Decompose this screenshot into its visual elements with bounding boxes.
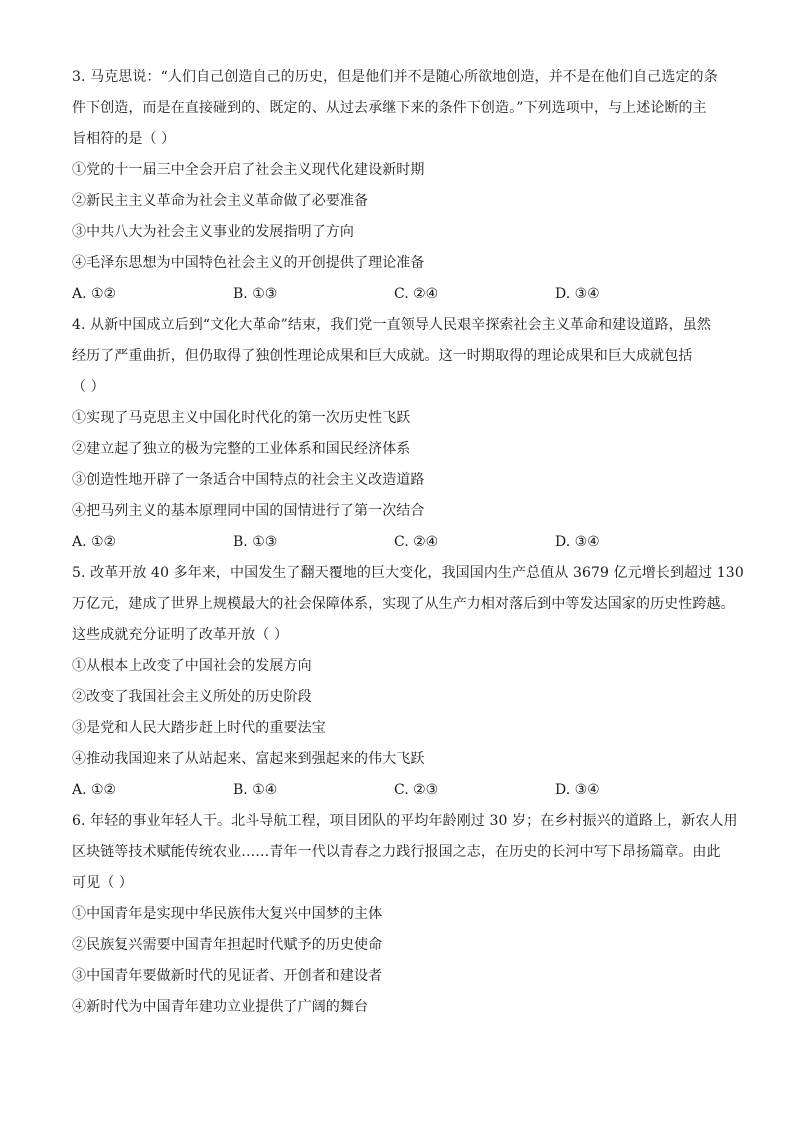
statement-4: ④把马列主义的基本原理同中国的国情进行了第一次结合 bbox=[72, 503, 425, 519]
statement-3: ③是党和人民大踏步赶上时代的重要法宝 bbox=[72, 720, 326, 736]
statement-3: ③中国青年要做新时代的见证者、开创者和建设者 bbox=[72, 968, 383, 984]
statement-1: ①实现了马克思主义中国化时代化的第一次历史性飞跃 bbox=[72, 410, 411, 426]
question-4 bbox=[72, 310, 732, 558]
stem-line: 经历了严重曲折，但仍取得了独创性理论成果和巨大成就。这一时期取得的理论成果和巨大成就包括 bbox=[72, 348, 693, 364]
option-a: A. ①② bbox=[72, 534, 117, 550]
question-6 bbox=[72, 806, 738, 1023]
statement-2: ②改变了我国社会主义所处的历史阶段 bbox=[72, 689, 312, 705]
statement-4: ④推动我国迎来了从站起来、富起来到强起来的伟大飞跃 bbox=[72, 751, 425, 767]
statement-2: ②新民主主义革命为社会主义革命做了必要准备 bbox=[72, 193, 369, 209]
stem-line: 件下创造，而是在直接碰到的、既定的、从过去承继下来的条件下创造。”下列选项中，与上述论断的主 bbox=[72, 100, 707, 116]
statement-3: ③中共八大为社会主义事业的发展指明了方向 bbox=[72, 224, 354, 240]
statement-4: ④新时代为中国青年建功立业提供了广阔的舞台 bbox=[72, 999, 369, 1015]
answer-options bbox=[72, 279, 732, 310]
statement-1: ①从根本上改变了中国社会的发展方向 bbox=[72, 658, 312, 674]
stem-line: 5. 改革开放 40 多年来，中国发生了翻天覆地的巨大变化，我国国内生产总值从 3679 亿元增长到超过 130 bbox=[72, 565, 744, 581]
answer-options bbox=[72, 775, 732, 806]
stem-line: 这些成就充分证明了改革开放（ ） bbox=[72, 627, 289, 643]
stem-line: 4. 从新中国成立后到“文化大革命”结束，我们党一直领导人民艰辛探索社会主义革命和建设道路，虽然 bbox=[72, 317, 711, 333]
option-d: D. ③④ bbox=[555, 782, 600, 798]
option-d: D. ③④ bbox=[555, 534, 600, 550]
question-stem bbox=[72, 806, 738, 899]
statement-2: ②建立起了独立的极为完整的工业体系和国民经济体系 bbox=[72, 441, 411, 457]
option-c: C. ②④ bbox=[394, 534, 439, 550]
option-d: D. ③④ bbox=[555, 286, 600, 302]
option-b: B. ①④ bbox=[233, 782, 278, 798]
question-stem bbox=[72, 310, 732, 403]
statement-4: ④毛泽东思想为中国特色社会主义的开创提供了理论准备 bbox=[72, 255, 425, 271]
option-c: C. ②④ bbox=[394, 286, 439, 302]
statement-1: ①党的十一届三中全会开启了社会主义现代化建设新时期 bbox=[72, 162, 425, 178]
statement-1: ①中国青年是实现中华民族伟大复兴中国梦的主体 bbox=[72, 906, 383, 922]
stem-line: 可见（ ） bbox=[72, 875, 133, 891]
answer-options bbox=[72, 527, 732, 558]
statement-3: ③创造性地开辟了一条适合中国特点的社会主义改造道路 bbox=[72, 472, 425, 488]
question-5 bbox=[72, 558, 744, 806]
stem-line: 旨相符的是（ ） bbox=[72, 131, 176, 147]
option-a: A. ①② bbox=[72, 782, 117, 798]
stem-line: （ ） bbox=[72, 379, 105, 395]
question-stem bbox=[72, 558, 744, 651]
stem-line: 万亿元，建成了世界上规模最大的社会保障体系，实现了从生产力相对落后到中等发达国家的历史性跨越。 bbox=[72, 596, 735, 612]
option-a: A. ①② bbox=[72, 286, 117, 302]
statement-2: ②民族复兴需要中国青年担起时代赋予的历史使命 bbox=[72, 937, 383, 953]
exam-page bbox=[72, 62, 744, 1023]
stem-line: 6. 年轻的事业年轻人干。北斗导航工程，项目团队的平均年龄刚过 30 岁；在乡村振兴的道路上，新农人用 bbox=[72, 813, 738, 829]
option-c: C. ②③ bbox=[394, 782, 439, 798]
question-stem bbox=[72, 62, 732, 155]
option-b: B. ①③ bbox=[233, 534, 278, 550]
question-3 bbox=[72, 62, 732, 310]
stem-line: 区块链等技术赋能传统农业……青年一代以青春之力践行报国之志，在历史的长河中写下昂扬篇章。由此 bbox=[72, 844, 721, 860]
stem-line: 3. 马克思说：“人们自己创造自己的历史，但是他们并不是随心所欲地创造，并不是在他们自己选定的条 bbox=[72, 69, 718, 85]
option-b: B. ①③ bbox=[233, 286, 278, 302]
